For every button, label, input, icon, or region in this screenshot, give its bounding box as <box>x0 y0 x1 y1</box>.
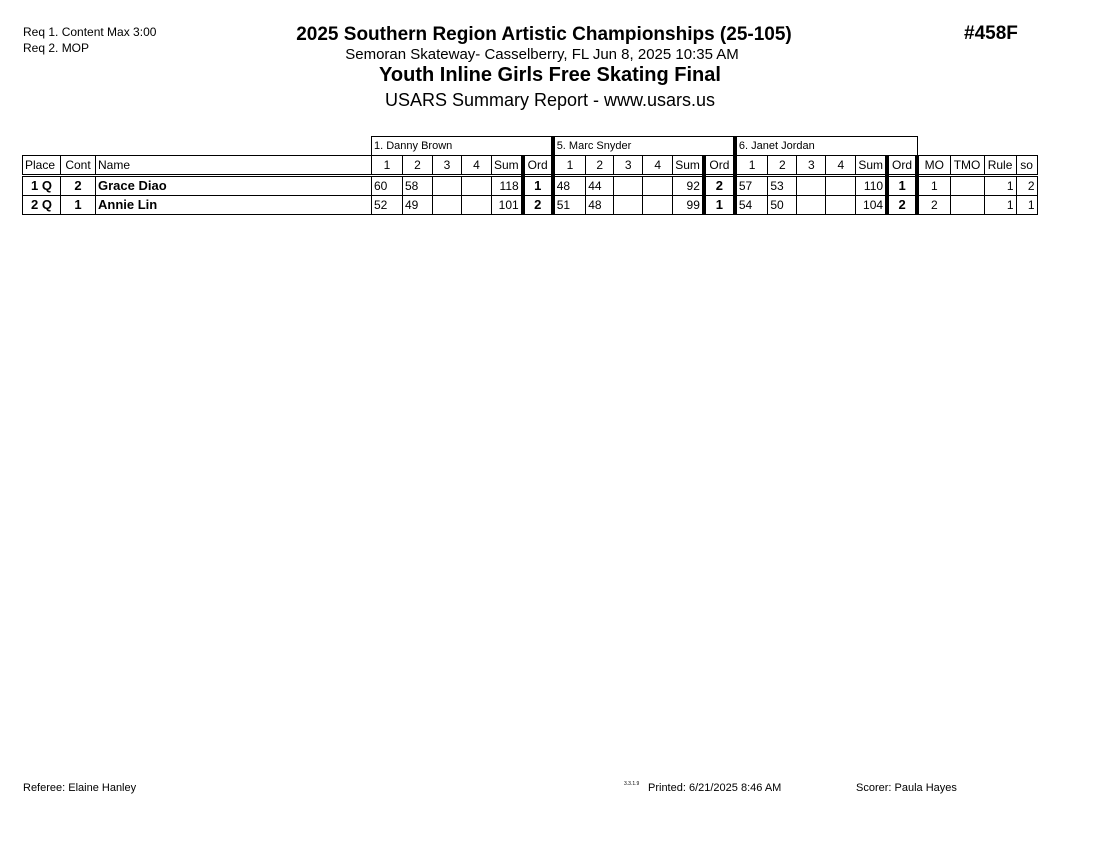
table-row <box>23 176 1038 196</box>
col-mark-4: 4 <box>826 156 856 176</box>
mark <box>797 176 826 196</box>
mark: 52 <box>372 196 403 215</box>
mark <box>826 176 856 196</box>
judge-ordinal: 2 <box>887 196 917 215</box>
col-name: Name <box>96 156 372 176</box>
mark: 54 <box>735 196 768 215</box>
tmo <box>950 196 984 215</box>
contestant-number: 1 <box>61 196 96 215</box>
mark <box>433 176 462 196</box>
judge-ordinal: 1 <box>704 196 735 215</box>
col-ord: Ord <box>887 156 917 176</box>
mark <box>797 196 826 215</box>
judge-sum: 99 <box>673 196 704 215</box>
mark: 44 <box>586 176 614 196</box>
referee: Referee: Elaine Hanley <box>23 782 137 794</box>
mark <box>614 176 643 196</box>
skater-name: Annie Lin <box>96 196 372 215</box>
judge-ordinal: 2 <box>523 196 553 215</box>
judge-ordinal: 1 <box>887 176 917 196</box>
judge-sum: 101 <box>492 196 523 215</box>
location-date: Semoran Skateway- Casselberry, FL Jun 8, 2025 10:35 AM <box>345 46 739 63</box>
col-mark-1: 1 <box>372 156 403 176</box>
mark: 48 <box>553 176 586 196</box>
mark: 60 <box>372 176 403 196</box>
col-rule: Rule <box>984 156 1016 176</box>
judge-name: 5. Marc Snyder <box>553 137 735 156</box>
col-mo: MO <box>917 156 950 176</box>
mark: 48 <box>586 196 614 215</box>
mark <box>614 196 643 215</box>
col-mark-3: 3 <box>433 156 462 176</box>
printed-date: Printed: 6/21/2025 8:46 AM <box>648 782 782 794</box>
table-row <box>23 196 1038 215</box>
tmo <box>950 176 984 196</box>
col-sum: Sum <box>492 156 523 176</box>
competition-title: 2025 Southern Region Artistic Championships (25-105) <box>296 24 792 45</box>
mark <box>433 196 462 215</box>
mark <box>826 196 856 215</box>
judge-sum: 118 <box>492 176 523 196</box>
col-mark-3: 3 <box>614 156 643 176</box>
scorer: Scorer: Paula Hayes <box>856 782 957 794</box>
place: 2 Q <box>23 196 61 215</box>
mo: 1 <box>917 176 950 196</box>
judge-ordinal: 1 <box>523 176 553 196</box>
mark <box>462 196 492 215</box>
col-mark-4: 4 <box>462 156 492 176</box>
contestant-number: 2 <box>61 176 96 196</box>
mark <box>643 176 673 196</box>
col-mark-2: 2 <box>768 156 797 176</box>
col-so: so <box>1016 156 1037 176</box>
col-ord: Ord <box>704 156 735 176</box>
col-sum: Sum <box>673 156 704 176</box>
so: 1 <box>1016 196 1037 215</box>
judge-sum: 104 <box>856 196 887 215</box>
requirement-1: Req 1. Content Max 3:00 <box>23 25 157 39</box>
rule: 1 <box>984 196 1016 215</box>
mark: 57 <box>735 176 768 196</box>
mark: 58 <box>403 176 433 196</box>
judge-name: 6. Janet Jordan <box>735 137 917 156</box>
mo: 2 <box>917 196 950 215</box>
col-mark-1: 1 <box>553 156 586 176</box>
col-mark-3: 3 <box>797 156 826 176</box>
col-mark-1: 1 <box>735 156 768 176</box>
col-mark-4: 4 <box>643 156 673 176</box>
so: 2 <box>1016 176 1037 196</box>
mark: 51 <box>553 196 586 215</box>
judge-ordinal: 2 <box>704 176 735 196</box>
col-place: Place <box>23 156 61 176</box>
mark <box>643 196 673 215</box>
rule: 1 <box>984 176 1016 196</box>
mark <box>462 176 492 196</box>
report-title: USARS Summary Report - www.usars.us <box>384 90 716 110</box>
summary-table <box>22 136 1038 215</box>
col-tmo: TMO <box>950 156 984 176</box>
col-sum: Sum <box>856 156 887 176</box>
mark: 53 <box>768 176 797 196</box>
col-mark-2: 2 <box>586 156 614 176</box>
requirement-2: Req 2. MOP <box>23 41 90 55</box>
event-number: #458F <box>964 23 1018 44</box>
judge-sum: 110 <box>856 176 887 196</box>
event-name: Youth Inline Girls Free Skating Final <box>379 64 721 86</box>
version: 3.3.1.9 <box>624 781 640 787</box>
col-ord: Ord <box>523 156 553 176</box>
col-mark-2: 2 <box>403 156 433 176</box>
skater-name: Grace Diao <box>96 176 372 196</box>
judge-sum: 92 <box>673 176 704 196</box>
place: 1 Q <box>23 176 61 196</box>
mark: 50 <box>768 196 797 215</box>
mark: 49 <box>403 196 433 215</box>
col-cont: Cont <box>61 156 96 176</box>
judge-name: 1. Danny Brown <box>372 137 553 156</box>
